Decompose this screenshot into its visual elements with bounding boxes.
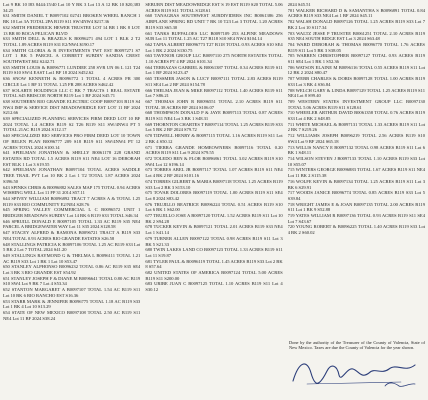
listing-entry: 669 THORNTON CHARTES T B0097114 TOTAL 1.25 ACRES B119 S33 Lot 5 BK 2 BF 2024 S79.72 (145, 121, 283, 133)
listing-entry: 704 WARD DEBORAH & THOMAS B0096770 TOTAL 1.76 ACRES B119 S11 Lot 5 BK 3 S38.05 (287, 41, 425, 53)
listing-entry: 2024 S45.51 (287, 2, 311, 7)
listing-entry: 652 STANTON MARGARET A B0097107 TOTAL 1.54 AC B119 S11 Lot 10 BK 6 RIO RANCHO EST S16.36 (3, 287, 141, 298)
listing-entry: 646 SPRUILL DONALD E B0097105 TOTAL 1.33 AC B119 S35 NE4 PARCEL A BRIDGEWATER WAY Lot 11 S35 2024 S128.58 (3, 218, 141, 230)
listing-entry: 679 TURNER ALLEN B0097122 TOTAL 0.98 ACRES B119 S11 Lot 3 BK 5 S21.33 (145, 235, 283, 247)
listing-entry: 635 SMITH LOUIS & B0096771 LUNDIEE 258 SVR UN 06 L 121 T24 B119 S10 SW/4 EAST Lot1 BF 18 2024 S452.62 (3, 64, 141, 76)
listing-entry: SEBURN DIST MEADOWRIDGE EST S 19 EST B119 S20 TOTAL 5.06 ACRES B119 S11 TOTAL S128.61 (145, 2, 283, 13)
listing-entry: 641 SPIELMAN JONATHAN & SHELLY B0061178 228 GRAND ESTATES RD TOTAL 1.5 ACRES B119 S11 NE4 LOT 16 DEBORAH EST BLK 1 Lot 3 S19.55 (3, 150, 141, 167)
listing-entry: 678 TUCKER KEVIN & B0097121 TOTAL 2.01 ACRES B119 S33 NE4 Lot 1 S41.14 (145, 224, 283, 236)
listing-entry: 675 TOVAR DOLORES B0097119 TOTAL 1.00 ACRES B119 S11 SE4 Lot 8 2024 S83.42 (145, 190, 283, 201)
listing-entry: 649 STALLINGS RAYMOND G & THELMA L B0096111 TOTAL 1.21 AC B119 S33 Lot 1 BK 1 Lot 10 S53.47 (3, 252, 141, 264)
listing-entry: 670 TIDWELL HENRY & B0097115 TOTAL 1.16 ACRES B119 S11 Lot 2 BK 4 S50.12 (145, 133, 283, 144)
listing-entry: 715 WINTERS GEORGE B0096883 TOTAL 1.67 ACRES B119 S11 NE4 Lot 11 BK 2 S115.38 (287, 167, 425, 179)
column-1 (3, 2, 140, 400)
listing-entry: 651 STANLEY JOSEPH F & DIANE M B0096641 TOTAL 0.80 AC B119 S10 SW4 Lot 9 BK 7 Lot 4 S53.34 (3, 275, 141, 287)
listing-entry: 714 WILSON STEVEN J B0097133 TOTAL 1.10 ACRES B119 S33 Lot 10 S55.07 (287, 155, 425, 167)
listing-entry: 708 WELCH GARY & LINDA B0097129 TOTAL 1.25 ACRES B119 S11 NE4 Lot 8 S99.40 (287, 87, 425, 99)
listing-entry: 703 WALTZ JESSE P TRUSTEE B0061251 TOTAL 2.10 ACRES B119 S35 NE4 SOUTH RIDGE EST Lot 3 2024 S63.48 (287, 30, 425, 42)
handwritten-signature (289, 353, 421, 389)
listing-entry: 643 SPINKS CHRIS & B0096882 SALES MAP 175 TOTAL 0.94 ACRES WISHING WELL Lot 11 FP 31 2014 S57.11 (3, 184, 141, 196)
listing-entry: 702 WALSH DONALD B0097126 TOTAL 1.25 ACRES B119 S33 Lot 7 BK 2 Lot 10 S117.34 (287, 19, 425, 30)
listing-entry: 711 WHITE MICHAEL & B0097131 TOTAL 1.33 ACRES B119 S11 Lot 2 BK 7 S219.26 (287, 121, 425, 133)
listing-entry: 717 WOODS JANICE B0096774 TOTAL 0.85 ACRES B119 S33 Lot 5 S39.84 (287, 190, 425, 201)
listing-entry: 633 SMITH DELL & BRAZILS K B0096271 494 LOT 1 BLK 2 T2 TOTAL 1.89 ACRES B119 S31 E2/NW4 $190.17 (3, 36, 141, 47)
listing-entry: 712 WILLIAMS JOSEPH B0096219 TOTAL 2.56 ACRES B119 S10 SW4 Lot 9 BF 2024 S65.18 (287, 133, 425, 144)
listing-entry: 650 STANLEY ALPHONSO B0096232 TOTAL 0.86 AC B119 S35 SE4 Lot 3 BK 3 RIO GRANDE EST S54.92 (3, 264, 141, 276)
listing-entry: 720 YOUNG ROBERT & B0096225 TOTAL 1.40 ACRES B119 S33 Lot 4 BK 2 S60.02 (287, 224, 425, 236)
listing-entry: 666 THELMA JEAN & MIKE B0097112 TOTAL 1.40 ACRES B119 S11 Lot 7 S86.21 (145, 87, 283, 99)
listing-entry: 671 TIERRA GRANDE HOMEOWNERS B0097116 TOTAL 0.20 ACRES B119 S11 Lot 9 2024 S79.55 (145, 144, 283, 156)
listing-entry: 701 WALKER RICHARD D & SAMANTHA S B0096891 TOTAL 0.84 ACRES B119 S33 NE4 Lot 1 BF 2024 S45.11 (287, 7, 425, 19)
listing-entry: 664 TERRAZAS GABRIEL & B0061387 TOTAL 0.34 ACRES B119 S11 Lot 1 BF 2024 S123.47 (145, 64, 283, 76)
listing-entry: 672 TOLEDO BEN & FLOR B0096861 TOTAL 3.02 ACRES B119 S10 SW4 Lot 12 S196.14 (145, 155, 283, 167)
listing-entry: 637 SOLARTE HOLDINGS LLC C BK 7 TRACTS 1 REAL ESTATE TOTAL S45 BRISCOE NORTH B119 Lot 1 BF 2024 S45.71 (3, 87, 141, 99)
listing-entry: 682 UNITED STATES OF AMERICA B0097124 TOTAL 5.00 ACRES B119 S11 S200.00 (145, 270, 283, 281)
listing-entry: 706 WATSON ELAINE M B0096116 TOTAL 0.55 ACRES B119 S11 Lot 12 BK 2 2024 S80.47 (287, 64, 425, 76)
listing-entry: 636 SNOW KENNETH & B0096772 1 TOTAL 4 ACRES FR 300 CIRCLE Lot 1 BF 31 TOTAL 1.25 FR 288 ACRES S462.42 (3, 76, 141, 87)
listing-entry: 713 WILLIS NANCY E B0097132 TOTAL 0.98 ACRES B119 S11 Lot 6 BK 1 S48.11 (287, 144, 425, 156)
listing-entry: 676 TRUJILLO BEATRICE B0096224 TOTAL 0.51 ACRES B119 S10 Lot 6 BK 1 S62.00 (145, 201, 283, 213)
listing-entry: 681 TYLER PAUL & B0096119 TOTAL 1.45 ACRES B119 S33 Lot 2 BK 8 S57.64 (145, 258, 283, 270)
listing-entry: 644 SPIVEY WILLIAM B0096892 TRACT 7 ACRES A & TOTAL 1.25 B119 S33 RIO COMMUNITY E2/NE4 S28.76 (3, 195, 141, 207)
listing-entry: 680 TWIN LAKES LAND CO B0097123 TOTAL 1.33 ACRES B119 S11 Lot 11 S19.87 (145, 247, 283, 258)
listing-entry: 653 STARR MARK & JENNIFER B0096775 TOTAL 1.18 AC B119 S33 Lot 1 BK 4 Lot 10 S13.29 (3, 298, 141, 310)
listing-entry: 663 TAVENOR GROUP LLC B0097110 275 NORTH ESTATES TOTAL 1.10 ACRES PT 4 BF 2024 S101.34 (145, 53, 283, 65)
listing-entry: 661 TANKS BUFFALOES LLC B0097109 253 ALPINE MEADOWS SUB Lot 11 TOTAL 1.25 AC T27 B118 S10 SE4 NW4 $104.14 (145, 30, 283, 42)
listing-entry: 648 STALLINGS PATRICIA K B0097106 TOTAL 1.25 AC B119 S33 Lot 5 BK 2 Lot 7 TOTAL 2024 S41.20 (3, 241, 141, 253)
listing-entry: 647 STACEY ALFRED & RAMONA B0096721 TRACT A B119 S33 NE4 TOTAL 0.93 ACRES RIO GRANDE ESTATES S26.58 (3, 230, 141, 241)
listing-entry: 677 TRUJILLO JOSE A B0097120 TOTAL 1.52 ACRES B119 S11 Lot 10 BK 2 S94.28 (145, 213, 283, 224)
listing-entry: 674 TORRES GILBERT & MARIA B0097118 TOTAL 1.25 ACRES B119 S33 Lot 2 BK 3 S153.10 (145, 178, 283, 190)
column-2 (145, 2, 282, 400)
listing-entry: 673 TORRES ABEL JR B0097117 TOTAL 1.07 ACRES B119 S11 NE4 Lot 4 BK 2 BF 2024 S101.16 (145, 167, 283, 179)
listing-entry: 640 SPECIALIZED RIO SERVICES PRO FIRM DEED LOT 10 TOWN OF BELEN PLAN B0096777 209 S18 B119 S11 SW/4NW4 PT 12 ACRES TOTAL 2024 S100.14 (3, 133, 141, 150)
listing-entry: 705 WARREN CHRISTOPHER B0097127 TOTAL 0.93 ACRES B119 S11 SE4 Lot 1 BK 1 S52.36 (287, 53, 425, 65)
listing-entry: 638 SOUTHERN RIO GRANDE ELECTRIC COOP B0097103 B119 S4 NW4 IMP & SERVICE DIST MEADOWRIDGE EST LOT 11 BF 2024 S212.66 (3, 98, 141, 116)
listing-entry: 665 TESSMER JASON & LUCY B0097111 TOTAL 2.83 ACRES B119 S11 SE4 Lot 2 BF 2024 S154.78 (145, 76, 283, 87)
listing-entry: 660 TANAGRAS SOUTHWEST SUBDIVIDERS INC B0061386 256 AIRPLANE SPRING RD UNIT 7 BK 10 T23 Lot 3 TOTAL 1.20 ACRES B119 S33 S65.30 (145, 13, 283, 30)
listing-entry: 709 WESTERN STATES INVESTMENT GROUP LLC B0097130 TOTAL 5.06 ACRES B119 S11 S128.61 (287, 98, 425, 110)
listing-entry: 631 SMITH DANIEL T B0097102 02741 BROKEN WHEEL RANCH 1 BK 10 Lot 3A TOTAL 2PA B119 S11 SW/4NW4 $217.36 (3, 13, 141, 25)
listing-entry: 632 SMITH FREDERICK HEWER TRUSTEE LOT 14 BR 1 BK 8 LOT 13 BR 00 BOCA PELICAN BLVD (3, 24, 141, 36)
listing-entry: 710 WHEELER ARTHUR DAVID B0061358 TOTAL 0.76 ACRES B119 S33 Lot 4 BK 2 S48.85 (287, 110, 425, 122)
listing-entry: 645 SPRING VALLEY COMMERCIAL L C B0096572 UNIT 1 BRIDGER MEADOWS SUBDIV Lot 14 BK 6 B119 S33 TOTAL S46.34 (3, 207, 141, 219)
listing-entry: 634 SMITH GLORIA & R INVESTMENTS TWT EST B0097271 S7 LOT 1 BK 5 PARCEL A CORBETT SUBDIV SANDIA CREST SOUTHWEST $02 S242.71 (3, 47, 141, 65)
listing-entry: 716 WOLFE KEVIN & B0097134 TOTAL 1.25 ACRES B119 S11 Lot 3 BK 6 S29.91 (287, 178, 425, 190)
listing-entry: 654 STATE OF NEW MEXICO B0097108 TOTAL 2.50 AC B119 S11 NE4 Lot 11 BF 2024 S38.24 (3, 309, 141, 321)
listing-entry: 662 TAPIA ALBERT B0096773 T27 B118 TOTAL 0.93 ACRES S10 SE4 Lot 1 BK 2 2024 S130.75 (145, 41, 283, 53)
listing-entry: 683 URIBE JUAN C B0097125 TOTAL 1.10 ACRES B119 S11 Lot 4 S30.12 (145, 281, 283, 293)
signature-block (289, 340, 425, 398)
listing-entry: 719 YATES WILLIAM R B0097136 TOTAL 0.93 ACRES B119 S11 SE4 Lot 7 S43.67 (287, 213, 425, 224)
treasurer-notice: Done by the authority of the Treasurer of the County of Valencia, State of New Mexico. Taxes are due the County of Valencia for the year shown. (289, 340, 425, 351)
listing-entry: 667 THOMAS JOHN R B0096551 TOTAL 2.10 ACRES B119 S11 TOTAL 38 ACRES BF 2024 S106.07 (145, 98, 283, 110)
listing-entry: 707 WEBB CHARLES & DORIS B0097128 TOTAL 1.00 ACRES B119 S33 Lot 3 BK 4 S36.84 (287, 76, 425, 87)
listing-entry: 718 WRIGHT JAMES E & JOAN B0097135 TOTAL 2.00 ACRES B119 S11 Lot 1 BK 9 S52.88 (287, 201, 425, 213)
listing-entry: 639 SPECIALIZED PLANNING SERVICES FIRM DEED LOT 10 BF 2024 TOTAL 1.4 ACRES B119 S2 T26 B119 S11 SW/4NW4 PT 5 TOTAL 21AC B119 2024 S112.17 (3, 116, 141, 133)
listing-entry: 668 THOMPSON DONALD P & JAYE B0097113 TOTAL 0.87 ACRES B119 S11 NE4 Lot 3 BK 1 S48.31 (145, 110, 283, 122)
listing-entry: Lot 9 BK 10 I83 8444:15/40 Lot 10 Y BK 3 Lot 13 A 12 BK 10 $20,383 34.25 (3, 2, 141, 13)
listing-entry: 642 SPIELMAN JONATHAN B0097104 TOTAL ACRES SADDLE TREE TRAIL PVT Lot 10 BK 2 Lot 1 T2 TOTAL 1.87 ACRES 2024 S396.50 (3, 167, 141, 184)
